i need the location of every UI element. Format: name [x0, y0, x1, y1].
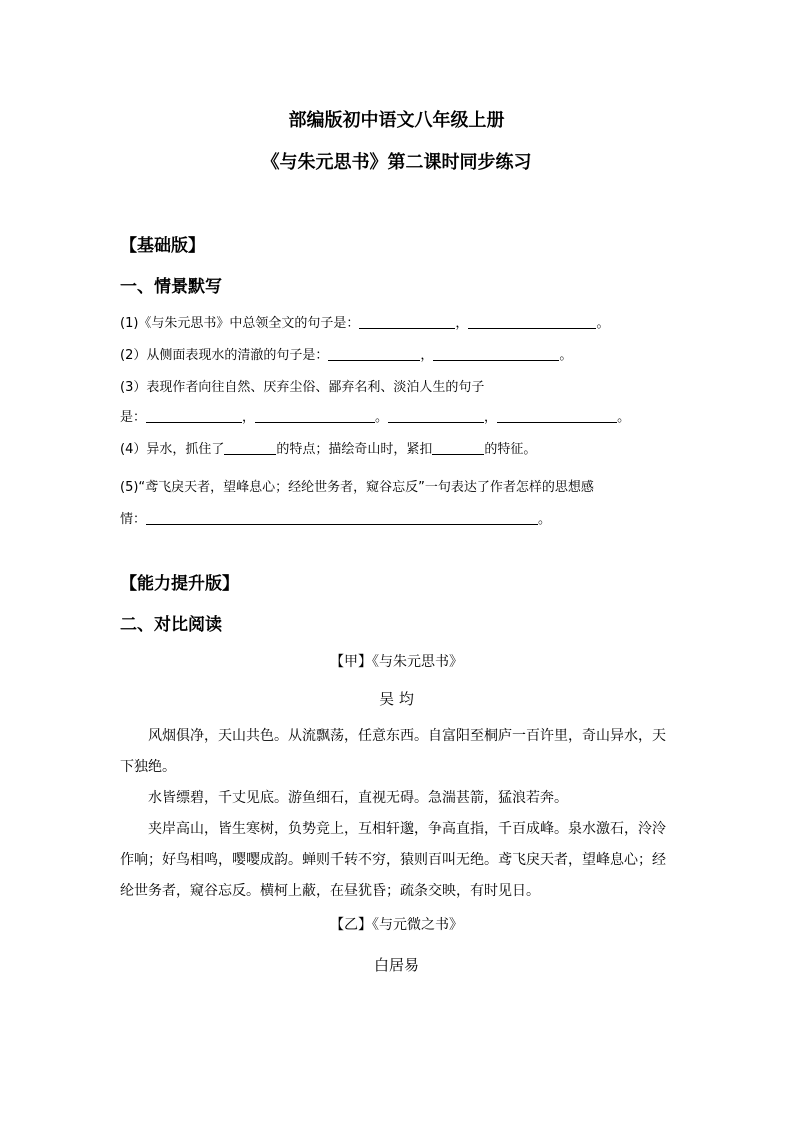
question-2: (2）从侧面表现水的清澈的句子是： ， 。 — [120, 348, 573, 363]
question-2-text: (2）从侧面表现水的清澈的句子是： — [120, 348, 329, 363]
text-a-paragraph-1: 风烟俱净，天山共色。从流飘荡，任意东西。自富阳至桐庐一百许里，奇山异水，天下独绝。 — [120, 728, 666, 775]
text-b-title: 【乙】《与元微之书》 — [330, 917, 463, 933]
text-a-paragraph-3: 夹岸高山，皆生寒树，负势竞上，互相轩邈，争高直指，千百成峰。泉水激石，泠泠作响；好鸟相鸣，嘤嘤成韵。蝉则千转不穷，猿则百叫无绝。鸢飞戾天者，望峰息心；经纶世务者，窥谷忘反。横柯上蔽，在昼犹昏；疏条交映，有时见日。 — [120, 821, 666, 899]
question-5-answer: 情： 。 — [120, 512, 552, 527]
answer-blank[interactable] — [359, 314, 455, 329]
question-3-answers: 是： ， 。 ， 。 — [120, 410, 631, 425]
answer-blank[interactable] — [328, 346, 420, 361]
answer-blank[interactable] — [433, 346, 559, 361]
answer-blank[interactable] — [388, 408, 484, 423]
document-title: 部编版初中语文八年级上册 — [288, 110, 505, 131]
answer-blank[interactable] — [468, 314, 596, 329]
text-a-title: 【甲】《与朱元思书》 — [330, 654, 463, 670]
question-3-text: (3）表现作者向往自然、厌弃尘俗、鄙弃名利、淡泊人生的句子 — [120, 380, 485, 395]
answer-blank[interactable] — [497, 408, 617, 423]
advanced-section-heading: 【能力提升版】 — [120, 574, 239, 594]
basic-section-heading: 【基础版】 — [120, 236, 205, 256]
question-4: (4）异水，抓住了 的特点；描绘奇山时，紧扣 的特征。 — [120, 442, 537, 457]
text-b-author: 白居易 — [373, 956, 419, 974]
question-1: (1)《与朱元思书》中总领全文的句子是： ， 。 — [120, 316, 610, 331]
document-subtitle: 《与朱元思书》第二课时同步练习 — [261, 152, 532, 173]
answer-blank[interactable] — [224, 440, 276, 455]
answer-blank[interactable] — [146, 510, 538, 525]
part2-heading: 二、对比阅读 — [120, 615, 222, 635]
text-a-author: 吴 均 — [379, 690, 414, 708]
question-1-text: (1)《与朱元思书》中总领全文的句子是： — [120, 316, 360, 331]
answer-blank[interactable] — [146, 408, 242, 423]
part1-heading: 一、情景默写 — [120, 277, 222, 297]
text-a-paragraph-2: 水皆缥碧，千丈见底。游鱼细石，直视无碍。急湍甚箭，猛浪若奔。 — [148, 790, 568, 806]
answer-blank[interactable] — [432, 440, 484, 455]
answer-blank[interactable] — [255, 408, 375, 423]
question-5-text: (5)“鸢飞戾天者，望峰息心；经纶世务者，窥谷忘反”一句表达了作者怎样的思想感 — [120, 480, 594, 495]
